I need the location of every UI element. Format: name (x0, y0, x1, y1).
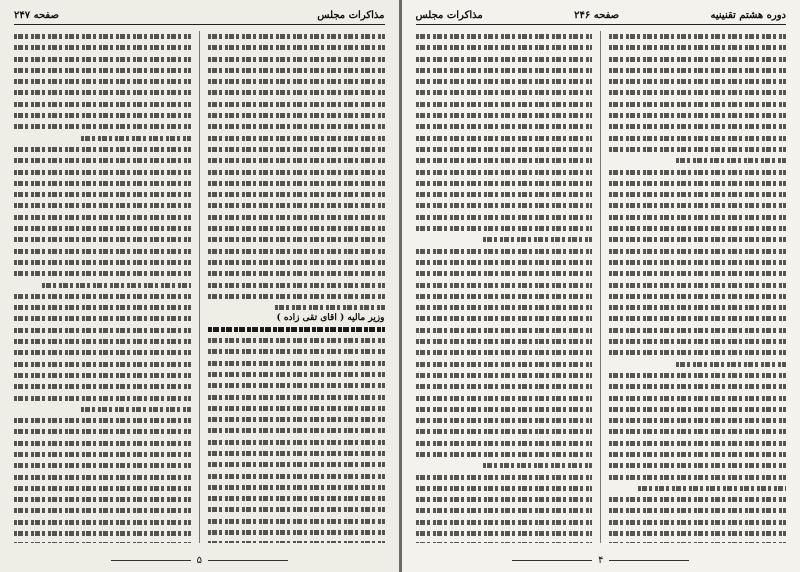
text-line (609, 280, 786, 291)
text-line (208, 403, 385, 414)
text-line (208, 144, 385, 155)
right-header-title: مذاکرات مجلس (415, 9, 483, 21)
text-line (609, 528, 786, 539)
text-line (416, 347, 593, 358)
text-line (14, 54, 191, 65)
text-line (609, 517, 786, 528)
text-line (609, 189, 786, 200)
text-line (416, 257, 593, 268)
text-line (208, 65, 385, 76)
text-line (208, 493, 385, 504)
column-divider (199, 31, 200, 543)
text-line (14, 133, 191, 144)
text-line (208, 212, 385, 223)
text-line (14, 99, 191, 110)
text-line (14, 121, 191, 132)
right-header-session: دوره هشتم تقنینیه (710, 9, 786, 21)
speaker-heading: وزیر مالیه ( آقای تقی زاده ) (276, 313, 385, 324)
text-line (208, 76, 385, 87)
text-line (14, 336, 191, 347)
text-line (208, 133, 385, 144)
text-line (208, 504, 385, 515)
left-page-body (14, 31, 385, 543)
text-line (609, 144, 786, 155)
text-line (14, 460, 191, 471)
text-line (609, 42, 786, 53)
text-line (14, 246, 191, 257)
text-line (208, 110, 385, 121)
text-line (208, 234, 385, 245)
right-header-page-label: صفحه ۲۴۶ (574, 9, 620, 21)
text-line (609, 325, 786, 336)
text-line (609, 133, 786, 144)
text-line (609, 54, 786, 65)
text-line (14, 449, 191, 460)
right-page-column-left (416, 31, 593, 543)
text-line (416, 31, 593, 42)
text-line (14, 313, 191, 324)
text-line (14, 76, 191, 87)
text-line (14, 426, 191, 437)
text-line (416, 370, 593, 381)
text-line (14, 167, 191, 178)
text-line (14, 280, 191, 291)
text-line (14, 212, 191, 223)
text-line (208, 178, 385, 189)
text-line (416, 155, 593, 166)
text-line (416, 426, 593, 437)
text-line (609, 302, 786, 313)
text-line (14, 302, 191, 313)
left-header-page-label: صفحه ۲۴۷ (14, 9, 59, 21)
text-line (416, 539, 593, 543)
text-line (416, 87, 593, 98)
text-line (609, 167, 786, 178)
text-line (609, 449, 786, 460)
text-line (14, 223, 191, 234)
text-line (609, 393, 786, 404)
text-line (208, 437, 385, 448)
text-line (14, 347, 191, 358)
text-line (208, 538, 385, 543)
text-line (416, 133, 593, 144)
text-line (416, 325, 593, 336)
text-line (609, 313, 786, 324)
text-line (14, 291, 191, 302)
text-line (208, 167, 385, 178)
text-line (14, 404, 191, 415)
text-line (208, 471, 385, 482)
text-line (416, 494, 593, 505)
text-line (609, 110, 786, 121)
text-line (416, 483, 593, 494)
text-line (14, 393, 191, 404)
text-line (416, 381, 593, 392)
text-line (14, 200, 191, 211)
text-line (416, 167, 593, 178)
text-line (609, 472, 786, 483)
text-line (416, 449, 593, 460)
text-line (416, 246, 593, 257)
text-line (609, 76, 786, 87)
text-line (14, 505, 191, 516)
text-line (208, 291, 385, 302)
text-line (14, 528, 191, 539)
text-line (609, 505, 786, 516)
text-line (14, 438, 191, 449)
text-line (416, 505, 593, 516)
text-line (208, 42, 385, 53)
text-line (609, 460, 786, 471)
column-divider (600, 31, 601, 543)
text-line (208, 482, 385, 493)
text-line (14, 257, 191, 268)
text-line (14, 155, 191, 166)
text-line (609, 246, 786, 257)
text-line (609, 121, 786, 132)
text-line (416, 121, 593, 132)
text-line (208, 516, 385, 527)
text-line (609, 257, 786, 268)
text-line (208, 527, 385, 538)
text-line (14, 110, 191, 121)
text-line (208, 459, 385, 470)
text-line (14, 268, 191, 279)
text-line (14, 325, 191, 336)
text-line (609, 155, 786, 166)
text-line (416, 268, 593, 279)
text-line (14, 359, 191, 370)
text-line (208, 425, 385, 436)
text-line (609, 415, 786, 426)
text-line (416, 313, 593, 324)
text-line (208, 189, 385, 200)
text-line (14, 494, 191, 505)
text-line (208, 99, 385, 110)
text-line (609, 494, 786, 505)
text-line (416, 234, 593, 245)
text-line (609, 404, 786, 415)
text-line (609, 483, 786, 494)
text-line (416, 415, 593, 426)
text-line (14, 472, 191, 483)
text-line (609, 359, 786, 370)
text-line (14, 65, 191, 76)
right-page-body (416, 31, 787, 543)
text-line (208, 223, 385, 234)
text-line (416, 212, 593, 223)
left-page-column-left (14, 31, 191, 543)
text-line (14, 234, 191, 245)
text-line (14, 87, 191, 98)
text-line (416, 460, 593, 471)
text-line (208, 448, 385, 459)
text-line (208, 280, 385, 291)
text-line (609, 347, 786, 358)
text-line (609, 223, 786, 234)
text-line (416, 336, 593, 347)
text-line (14, 415, 191, 426)
text-line (416, 178, 593, 189)
text-line (208, 324, 385, 335)
text-line (208, 335, 385, 346)
text-line (208, 246, 385, 257)
text-line (208, 121, 385, 132)
text-line (14, 178, 191, 189)
text-line (14, 144, 191, 155)
text-line (416, 110, 593, 121)
text-line (416, 359, 593, 370)
right-page-column-right (609, 31, 786, 543)
left-page-column-right (208, 31, 385, 543)
text-line (416, 438, 593, 449)
text-line (609, 234, 786, 245)
text-line (416, 302, 593, 313)
text-line (609, 426, 786, 437)
text-line (609, 87, 786, 98)
text-line (14, 483, 191, 494)
text-line (609, 212, 786, 223)
text-line (208, 155, 385, 166)
text-line (14, 381, 191, 392)
text-line (208, 414, 385, 425)
text-line (609, 268, 786, 279)
left-header-title: مذاکرات مجلس (317, 9, 385, 21)
text-line (609, 539, 786, 543)
text-line (609, 200, 786, 211)
text-line (416, 189, 593, 200)
text-line (208, 31, 385, 42)
text-line (609, 178, 786, 189)
text-line (14, 189, 191, 200)
right-page-header (416, 8, 787, 25)
text-line (416, 42, 593, 53)
text-line (14, 42, 191, 53)
text-line (208, 54, 385, 65)
text-line (208, 268, 385, 279)
text-line (416, 54, 593, 65)
text-line (208, 369, 385, 380)
text-line (416, 517, 593, 528)
text-line (208, 87, 385, 98)
text-line (416, 393, 593, 404)
right-page (402, 0, 800, 572)
text-line (416, 200, 593, 211)
text-line (416, 65, 593, 76)
text-line (416, 528, 593, 539)
text-line (14, 31, 191, 42)
text-line (609, 370, 786, 381)
text-line (416, 76, 593, 87)
left-page-number: ۵ (0, 555, 399, 566)
text-line (416, 99, 593, 110)
text-line (416, 223, 593, 234)
left-page-header (14, 8, 385, 25)
text-line (609, 31, 786, 42)
text-line (416, 280, 593, 291)
right-page-number: ۴ (402, 555, 800, 566)
text-line (416, 404, 593, 415)
text-line (609, 381, 786, 392)
text-line (208, 392, 385, 403)
text-line (416, 291, 593, 302)
text-line (416, 472, 593, 483)
text-line (609, 291, 786, 302)
text-line (208, 302, 385, 313)
text-line (14, 370, 191, 381)
text-line (208, 346, 385, 357)
text-line (609, 438, 786, 449)
text-line (208, 380, 385, 391)
text-line (14, 539, 191, 543)
text-line (609, 65, 786, 76)
text-line (609, 99, 786, 110)
text-line (208, 200, 385, 211)
text-line (609, 336, 786, 347)
text-line (14, 517, 191, 528)
text-line (416, 144, 593, 155)
text-line (208, 358, 385, 369)
text-line (208, 257, 385, 268)
